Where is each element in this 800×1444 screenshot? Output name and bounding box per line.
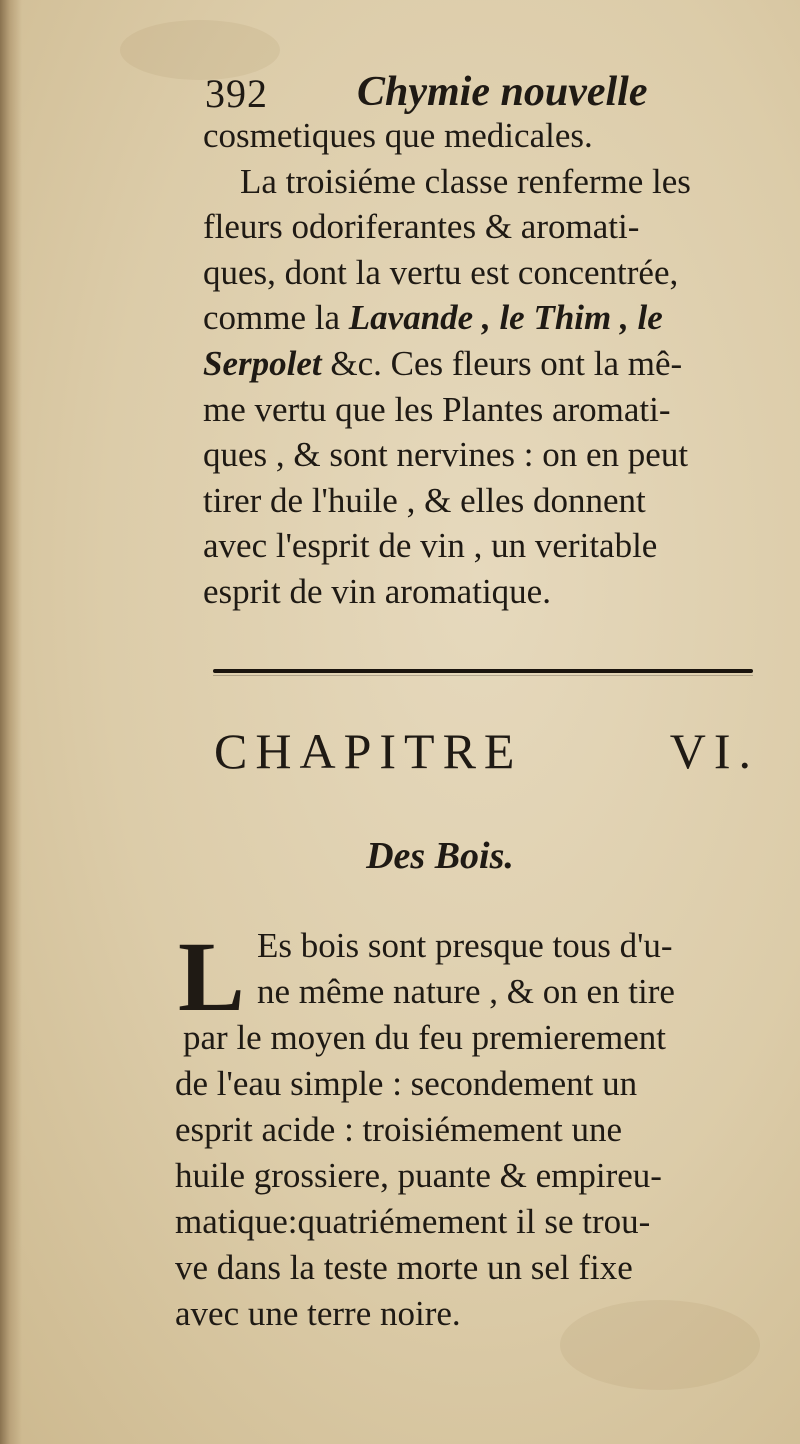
text-line: ve dans la teste morte un sel fixe [175, 1248, 633, 1287]
chapter-heading [214, 722, 759, 780]
text-line: esprit acide : troisiémement une [175, 1110, 623, 1149]
drop-cap: L [178, 921, 245, 1032]
text-line: tirer de l'huile , & elles donnent [203, 481, 646, 520]
text-line: Es bois sont presque tous d'u- [257, 926, 673, 965]
running-title: Chymie nouvelle [357, 69, 648, 115]
section-title: Des Bois. [366, 835, 514, 877]
italic-plant-name: Serpolet [203, 344, 322, 383]
text-span: &c. Ces fleurs ont la mê- [330, 344, 683, 383]
text-line-italic-mix [203, 341, 682, 386]
page-number: 392 [205, 71, 268, 116]
text-line: La troisiéme classe renferme les [240, 162, 691, 201]
text-span: comme la [203, 298, 341, 337]
text-line: me vertu que les Plantes aromati- [203, 390, 671, 429]
text-line: avec une terre noire. [175, 1294, 461, 1333]
text-line: avec l'esprit de vin , un veritable [203, 526, 658, 565]
text-line: ques, dont la vertu est concentrée, [203, 253, 679, 292]
text-line: ne même nature , & on en tire [257, 972, 675, 1011]
page-binding-edge [0, 0, 22, 1444]
text-line: ques , & sont nervines : on en peut [203, 435, 689, 474]
text-line-italic-mix [203, 295, 663, 340]
text-line: fleurs odoriferantes & aromati- [203, 207, 640, 246]
text-line: par le moyen du feu premierement [183, 1018, 666, 1057]
section-divider-rule [213, 669, 753, 673]
text-line: huile grossiere, puante & empireu- [175, 1156, 662, 1195]
italic-plant-names: Lavande , le Thim , le [348, 298, 663, 337]
chapter-number: VI. [669, 723, 759, 779]
text-line: cosmetiques que medicales. [203, 116, 593, 155]
text-line: matique:quatriémement il se trou- [175, 1202, 651, 1241]
text-line: esprit de vin aromatique. [203, 572, 551, 611]
text-line: de l'eau simple : secondement un [175, 1064, 638, 1103]
paper-stain [560, 1300, 760, 1390]
chapter-word: CHAPITRE [214, 723, 523, 779]
